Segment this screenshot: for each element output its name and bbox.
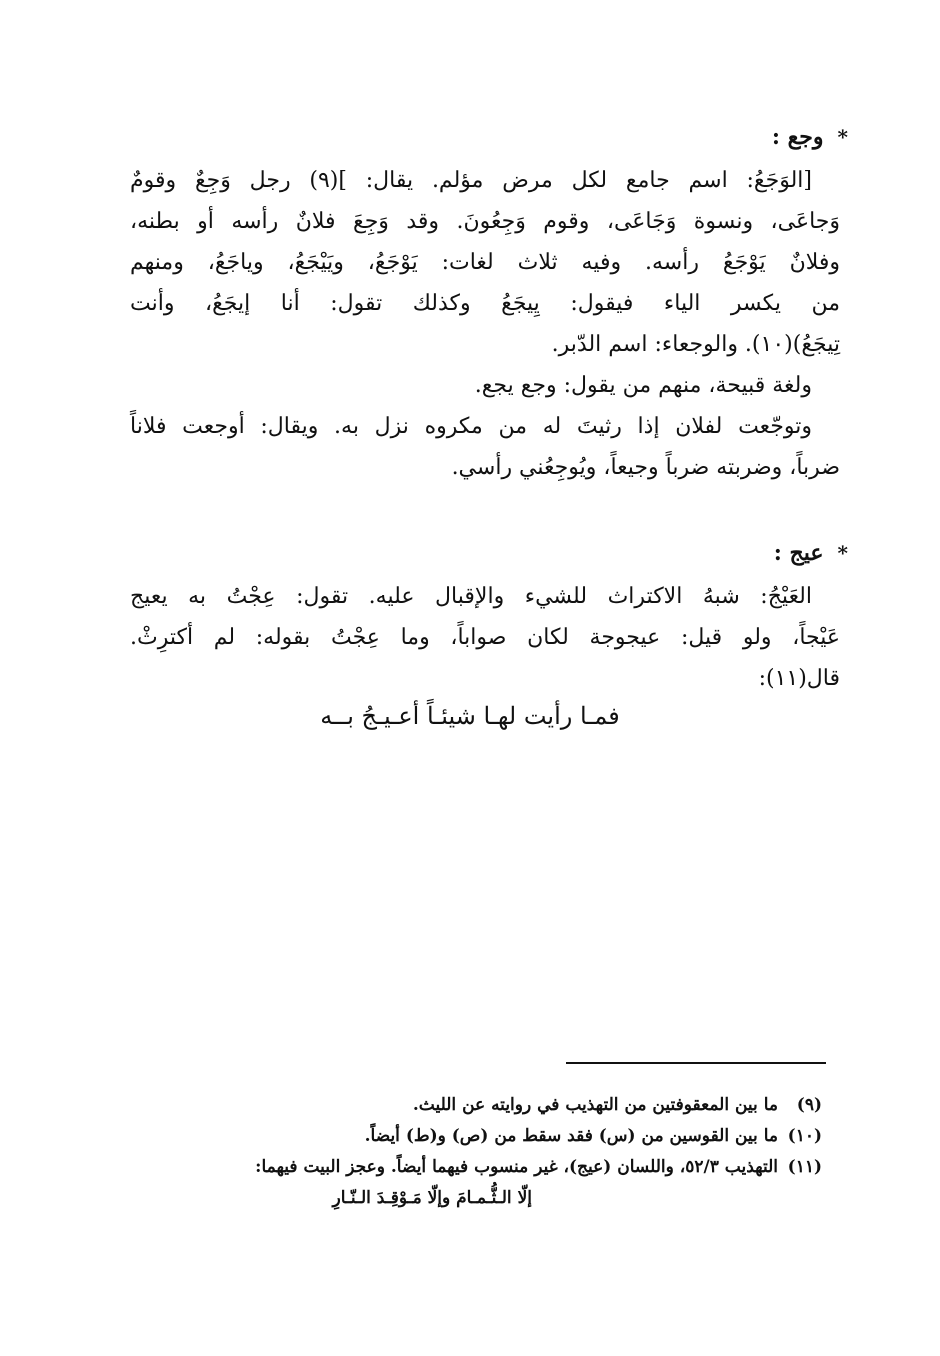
text-line: عَيْجاً، ولو قيل: عيجوجة لكان صواباً، وما عِجْتُ بقوله: لم أكترِثْ. xyxy=(130,625,840,650)
entry-body-waja xyxy=(130,160,840,488)
footnote-text: التهذيب ٥٢/٣، واللسان (عيج)، غير منسوب فيهما أيضاً. وعجز البيت فيهما: xyxy=(255,1157,778,1177)
text-line: تِيجَعُ)(١٠). والوجعاء: اسم الدّبر. xyxy=(551,332,840,357)
footnotes xyxy=(102,1090,822,1214)
text-line: العَيْجُ: شبهُ الاكتراث للشيء والإقبال عليه. تقول: عِجْتُ به يعيج xyxy=(130,584,812,609)
asterisk-marker: * xyxy=(837,541,848,565)
footnote-text: ما بين المعقوفتين من التهذيب في روايته عن الليث. xyxy=(412,1095,778,1115)
poetry-verse: فمـا رأيت لهـا شيئـاً أعـيـجُ بــه xyxy=(320,702,620,730)
entry-heading-waja xyxy=(772,124,848,150)
text-line: ولغة قبيحة، منهم من يقول: وجع يجع. xyxy=(474,373,812,398)
footnote-number: (١١) xyxy=(787,1157,822,1177)
entry-heading-ayj xyxy=(774,540,848,566)
footnote-10 xyxy=(102,1121,822,1152)
footnote-11 xyxy=(102,1152,822,1183)
text-line: وتوجّعت لفلان إذا رثيتَ له من مكروه نزل به. ويقال: أوجعت فلاناً xyxy=(130,414,812,439)
footnote-text: ما بين القوسين من (س) فقد سقط من (ص) و(ط) أيضاً. xyxy=(364,1126,778,1146)
footnote-number: (١٠) xyxy=(787,1126,822,1146)
headword: وجع : xyxy=(771,124,824,150)
text-line: ضرباً، وضربته ضرباً وجيعاً، ويُوجِعُني رأسي. xyxy=(451,455,840,480)
text-line: وفلانٌ يَوْجَعُ رأسه. وفيه ثلاث لغات: يَوْجَعُ، ويَيْجَعُ، وياجَعُ، ومنهم xyxy=(130,250,840,275)
footnote-verse: إلّا الـثُّـمـامَ وإلّا مَـوْقِـدَ الـنّـارِ xyxy=(332,1188,532,1208)
footnote-separator xyxy=(566,1062,826,1064)
footnote-number: (٩) xyxy=(796,1095,822,1115)
text-line: قال(١١): xyxy=(758,666,840,691)
text-line: وَجاعَى، ونسوة وَجَاعَى، وقوم وَجِعُونَ. وقد وَجِعَ فلانٌ رأسه أو بطنه، xyxy=(130,209,840,234)
headword: عيج : xyxy=(773,540,824,566)
text-line: [الوَجَعُ: اسم جامع لكل مرض مؤلم. يقال: ](٩) رجل وَجِعٌ وقومٌ xyxy=(130,168,812,193)
text-line: من يكسر الياء فيقول: يِيجَعُ وكذلك تقول: أنا إيجَعُ، وأنت xyxy=(130,291,840,316)
asterisk-marker: * xyxy=(837,125,848,149)
footnote-9 xyxy=(102,1090,822,1121)
entry-body-ayj xyxy=(130,576,840,699)
